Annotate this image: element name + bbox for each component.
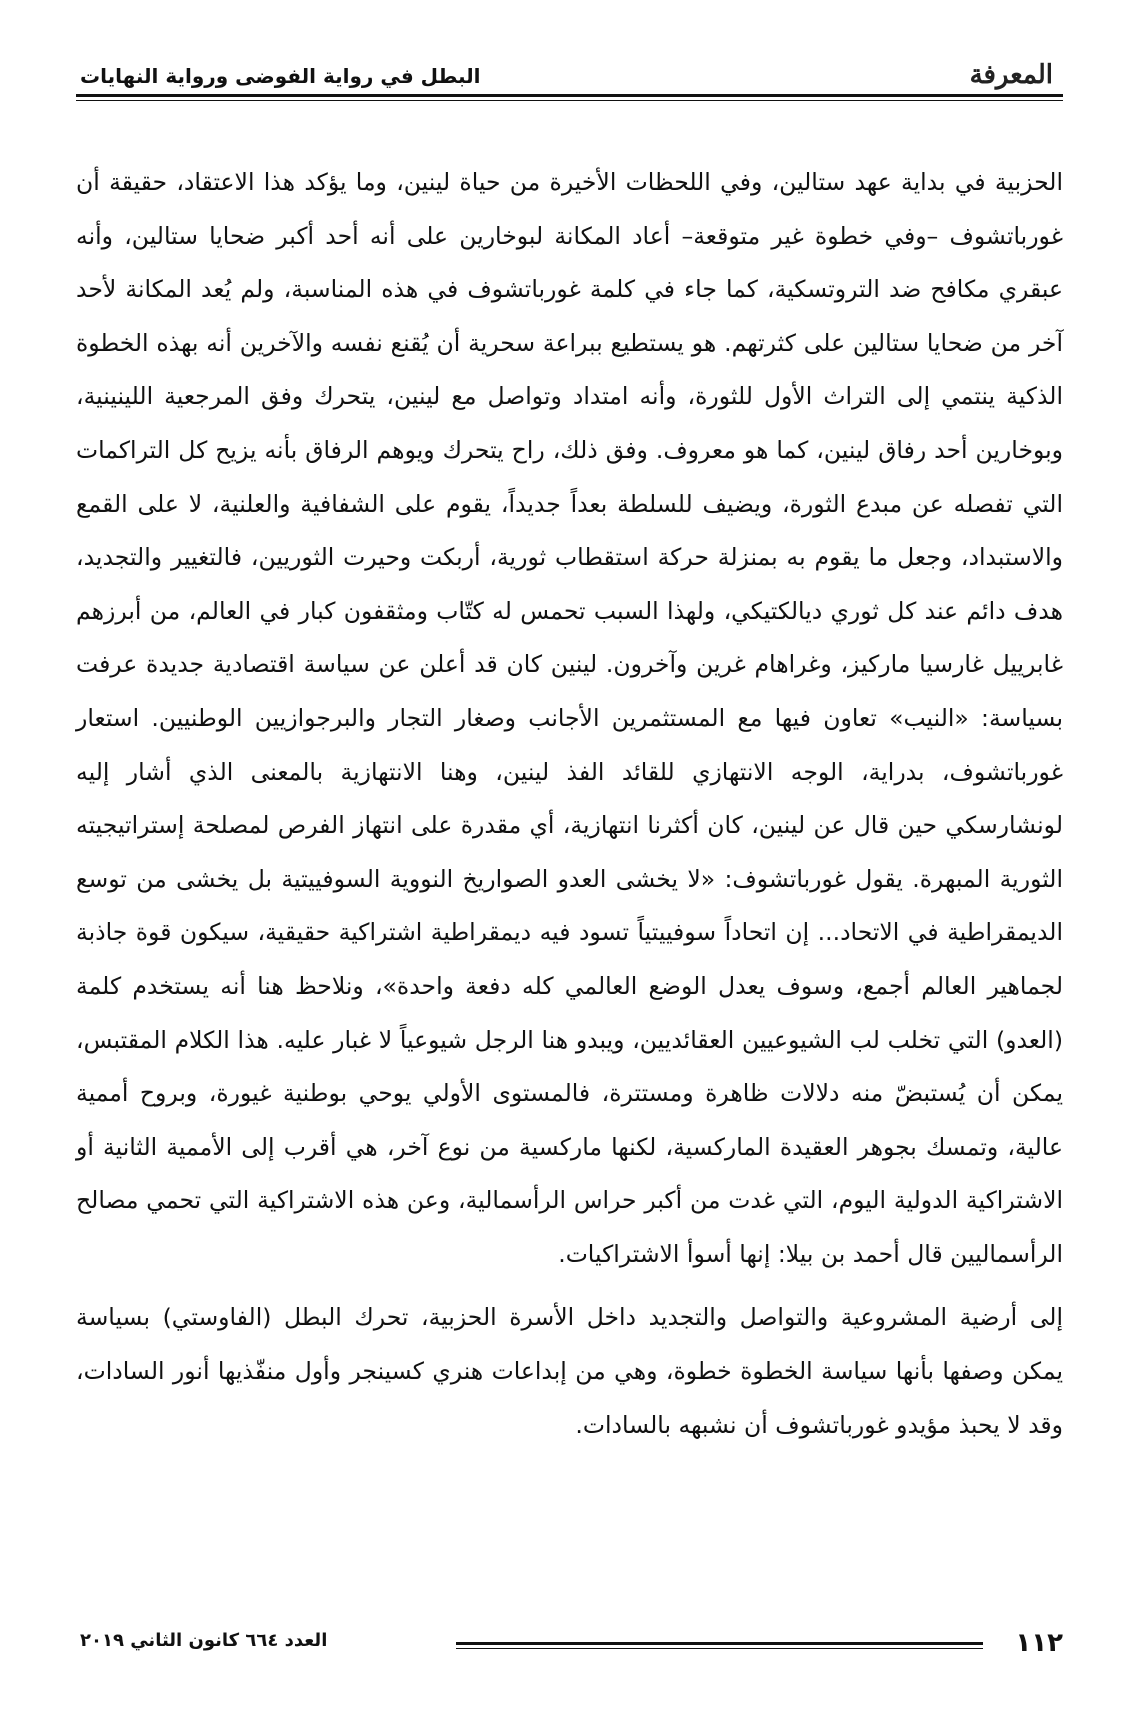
page-number: ١١٢ bbox=[1015, 1628, 1063, 1658]
header-rule-thick bbox=[76, 94, 1063, 97]
magazine-logo: المعرفة bbox=[969, 60, 1053, 90]
header-rule-thin bbox=[76, 100, 1063, 101]
page-footer bbox=[76, 1628, 1063, 1668]
paragraph-2: إلى أرضية المشروعية والتواصل والتجديد داخل الأسرة الحزبية، تحرك البطل (الفاوستي) بسياسة يمكن وصفها بأنها سياسة الخطوة خطوة، وهي من إبداعات هنري كسينجر وأول منفّذيها أنور السادات، وقد لا يحبذ مؤيدو غورباتشوف أن نشبهه بالسادات. bbox=[76, 1303, 1063, 1439]
issue-label: العدد ٦٦٤ كانون الثاني ٢٠١٩ bbox=[80, 1630, 328, 1651]
running-title: البطل في رواية الفوضى ورواية النهايات bbox=[80, 64, 481, 88]
article-body bbox=[76, 156, 1063, 1452]
footer-rule bbox=[456, 1642, 983, 1649]
paragraph-1: الحزبية في بداية عهد ستالين، وفي اللحظات الأخيرة من حياة لينين، وما يؤكد هذا الاعتقاد، حقيقة أن غورباتشوف –وفي خطوة غير متوقعة– أعاد المكانة لبوخارين على أنه أحد أكبر ضحايا ستالين، وأنه عبقري مكافح ضد التروتسكية، كما جاء في كلمة غورباتشوف في هذه المناسبة، ولم يُعد المكانة لأحد آخر من ضحايا ستالين على كثرتهم. هو يستطيع ببراعة سحرية أن يُقنع نفسه والآخرين أنه بهذه الخطوة الذكية ينتمي إلى التراث الأول للثورة، وأنه امتداد وتواصل مع لينين، يتحرك وفق المرجعية اللينينية، وبوخارين أحد رفاق لينين، كما هو معروف. وفق ذلك، راح يتحرك ويوهم الرفاق بأنه يزيح كل التراكمات التي تفصله عن مبدع الثورة، ويضيف للسلطة بعداً جديداً، يقوم على الشفافية والعلنية، لا على القمع والاستبداد، وجعل ما يقوم به بمنزلة حركة استقطاب ثورية، أربكت وحيرت الثوريين، فالتغيير والتجديد، هدف دائم عند كل ثوري ديالكتيكي، ولهذا السبب تحمس له كتّاب ومثقفون كبار في العالم، من أبرزهم غابرييل غارسيا ماركيز، وغراهام غرين وآخرون. لينين كان قد أعلن عن سياسة اقتصادية جديدة عرفت بسياسة: «النيب» تعاون فيها مع المستثمرين الأجانب وصغار التجار والبرجوازيين الوطنيين. استعار غورباتشوف، بدراية، الوجه الانتهازي للقائد الفذ لينين، وهنا الانتهازية بالمعنى الذي أشار إليه لونشارسكي حين قال عن لينين، كان أكثرنا انتهازية، أي مقدرة على انتهاز الفرص لمصلحة إستراتيجيته الثورية المبهرة. يقول غورباتشوف: «لا يخشى العدو الصواريخ النووية السوفييتية بل يخشى من توسع الديمقراطية في الاتحاد... إن اتحاداً سوفييتياً تسود فيه ديمقراطية اشتراكية حقيقية، سيكون قوة جاذبة لجماهير العالم أجمع، وسوف يعدل الوضع العالمي كله دفعة واحدة»، ونلاحظ هنا أنه يستخدم كلمة (العدو) التي تخلب لب الشيوعيين العقائديين، ويبدو هنا الرجل شيوعياً لا غبار عليه. هذا الكلام المقتبس، يمكن أن يُستبضّ منه دلالات ظاهرة ومستترة، فالمستوى الأولي يوحي بوطنية غيورة، وبروح أممية عالية، وتمسك بجوهر العقيدة الماركسية، لكنها ماركسية من نوع آخر، هي أقرب إلى الأممية الثانية أو الاشتراكية الدولية اليوم، التي غدت من أكبر حراس الرأسمالية، وعن هذه الاشتراكية التي تحمي مصالح الرأسماليين قال أحمد بن بيلا: إنها أسوأ الاشتراكيات. bbox=[76, 168, 1063, 1268]
